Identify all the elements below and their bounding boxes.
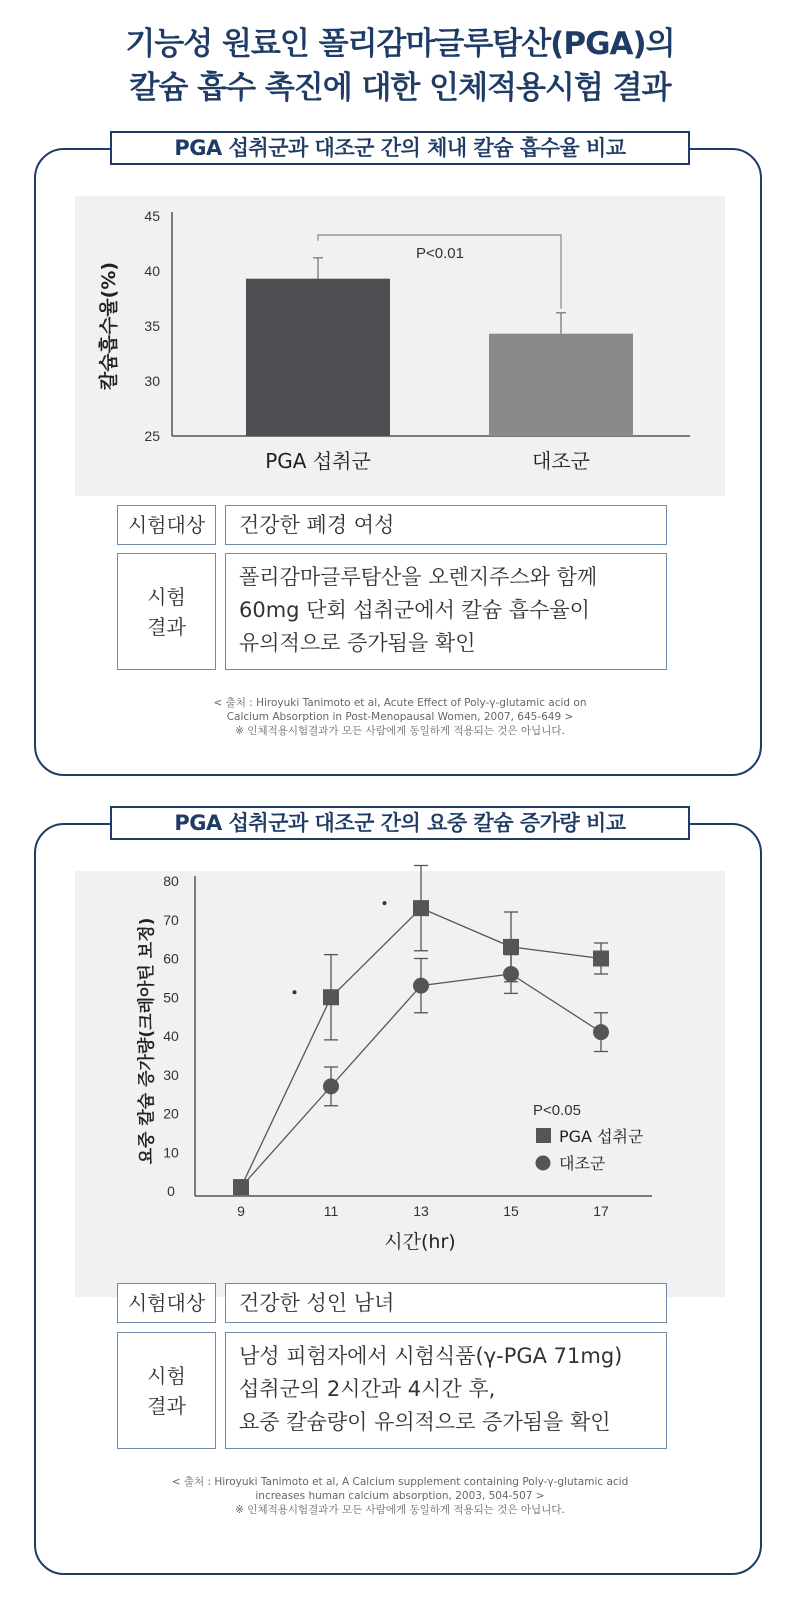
x-tick-label: 15 <box>503 1203 519 1219</box>
y-tick-label: 80 <box>163 873 179 889</box>
section2-result-label <box>117 1332 216 1449</box>
section1-result-value <box>225 553 667 670</box>
section1-result-line: 60mg 단회 섭취군에서 칼슘 흡수율이 <box>239 598 590 622</box>
section2-result-label-1: 시험 <box>147 1363 186 1388</box>
y-tick-label: 30 <box>163 1066 179 1083</box>
y-tick-label: 70 <box>163 911 179 928</box>
y-tick-label: 30 <box>144 373 160 389</box>
data-point-circle <box>413 978 429 994</box>
urinary-calcium-line-chart <box>75 871 725 1297</box>
section2-result-line: 남성 피험자에서 시험식품(γ-PGA 71mg) <box>239 1344 623 1368</box>
data-point-square <box>503 939 519 955</box>
y-tick-label: 40 <box>163 1028 179 1044</box>
legend-label: PGA 섭취군 <box>559 1127 644 1146</box>
data-point-square <box>323 989 339 1005</box>
y-tick-label: 20 <box>163 1105 179 1122</box>
y-tick-label: 25 <box>144 428 160 444</box>
y-tick-label: 35 <box>144 318 160 334</box>
legend-label: 대조군 <box>559 1154 606 1173</box>
category-label: PGA 섭취군 <box>265 449 371 473</box>
section2-result-label-2: 결과 <box>147 1393 186 1418</box>
disclaimer: ※ 인체적용시험결과가 모든 사람에게 동일하게 적용되는 것은 아닙니다. <box>235 725 565 737</box>
p-value-annotation: P<0.05 <box>533 1102 581 1119</box>
data-point-square <box>593 951 609 967</box>
category-label: 대조군 <box>532 449 590 473</box>
x-axis-title: 시간(hr) <box>384 1231 456 1253</box>
y-tick-label: 45 <box>144 208 160 224</box>
section2-subtitle: PGA 섭취군과 대조군 간의 요중 칼슘 증가량 비교 <box>110 806 690 840</box>
legend-square-icon <box>536 1128 551 1143</box>
section2-result-line: 섭취군의 2시간과 4시간 후, <box>239 1377 496 1401</box>
page-title-line2: 칼슘 흡수 촉진에 대한 인체적용시험 결과 <box>129 70 671 106</box>
data-point-square <box>413 900 429 916</box>
section2-subject-label: 시험대상 <box>117 1283 216 1323</box>
source-line: Calcium Absorption in Post-Menopausal Women, 2007, 645-649 > <box>226 711 574 723</box>
x-tick-label: 17 <box>593 1203 609 1219</box>
section1-result-label-2: 결과 <box>147 614 186 639</box>
source-line: < 출처 : Hiroyuki Tanimoto et al, A Calcium supplement containing Poly-γ-glutamic acid <box>171 1476 629 1488</box>
x-tick-label: 13 <box>413 1203 429 1219</box>
section2-result-value <box>225 1332 667 1449</box>
bar <box>246 279 390 436</box>
x-tick-label: 11 <box>323 1203 339 1219</box>
y-axis-title: 칼슘흡수율(%) <box>98 261 120 391</box>
bar <box>489 334 633 436</box>
p-value-annotation: P<0.01 <box>416 245 464 262</box>
y-tick-label: 50 <box>163 989 179 1006</box>
data-point-circle <box>323 1078 339 1094</box>
legend-circle-icon <box>536 1156 551 1171</box>
y-tick-label: 0 <box>167 1183 175 1199</box>
section2-subject-value: 건강한 성인 남녀 <box>225 1283 667 1323</box>
section1-result-line: 유의적으로 증가됨을 확인 <box>239 631 476 655</box>
section2-source <box>0 1475 800 1517</box>
data-point-circle <box>593 1024 609 1040</box>
page-title-line1: 기능성 원료인 폴리감마글루탐산(PGA)의 <box>125 26 675 62</box>
section1-subject-value: 건강한 폐경 여성 <box>225 505 667 545</box>
section1-result-label <box>117 553 216 670</box>
section2-result-line: 요중 칼슘량이 유의적으로 증가됨을 확인 <box>239 1410 611 1434</box>
source-line: increases human calcium absorption, 2003, 504-507 > <box>255 1490 545 1502</box>
y-tick-label: 60 <box>163 950 179 967</box>
y-axis-title: 요중 칼슘 증가량(크레아틴 보정) <box>137 917 157 1165</box>
calcium-absorption-bar-chart <box>75 196 725 496</box>
section1-subtitle: PGA 섭취군과 대조군 간의 체내 칼슘 흡수율 비교 <box>110 131 690 165</box>
section1-result-label-1: 시험 <box>147 584 186 609</box>
data-point-circle <box>503 966 519 982</box>
section1-result-line: 폴리감마글루탐산을 오렌지주스와 함께 <box>239 565 598 589</box>
section1-source <box>0 696 800 738</box>
page-title <box>0 22 800 110</box>
section1-subject-label: 시험대상 <box>117 505 216 545</box>
data-point-circle <box>233 1179 249 1195</box>
source-line: < 출처 : Hiroyuki Tanimoto et al, Acute Effect of Poly-γ-glutamic acid on <box>213 697 587 709</box>
disclaimer: ※ 인체적용시험결과가 모든 사람에게 동일하게 적용되는 것은 아닙니다. <box>235 1504 565 1516</box>
y-tick-label: 40 <box>144 263 160 279</box>
y-tick-label: 10 <box>163 1144 179 1161</box>
x-tick-label: 9 <box>237 1203 245 1219</box>
significance-marker <box>383 901 387 905</box>
significance-marker <box>293 990 297 994</box>
